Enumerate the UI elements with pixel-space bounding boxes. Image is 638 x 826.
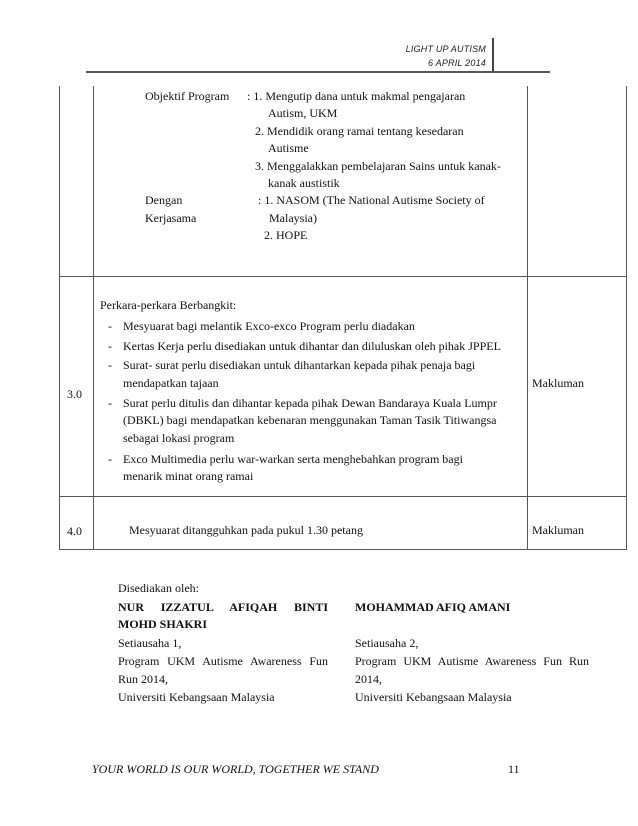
objektif-item-2-cont: Autisme bbox=[268, 141, 309, 155]
row3-item-1: Mesyuarat bagi melantik Exco-exco Program perlu diadakan bbox=[123, 319, 415, 333]
right-name: MOHAMMAD AFIQ AMANI bbox=[355, 600, 511, 614]
prepared-by-label: Disediakan oleh: bbox=[118, 581, 199, 595]
row3-item-3-cont: mendapatkan tajaan bbox=[123, 376, 219, 390]
table-col-divider-1 bbox=[93, 86, 94, 549]
objektif-item-2: 2. Mendidik orang ramai tentang kesedaran bbox=[255, 124, 464, 138]
right-role: Setiausaha 2, bbox=[355, 636, 419, 650]
dash-1: - bbox=[108, 319, 112, 333]
kerjasama-label-1: Dengan bbox=[145, 193, 183, 207]
objektif-item-1: : 1. Mengutip dana untuk makmal pengajaran bbox=[247, 89, 466, 103]
row-number-3: 3.0 bbox=[67, 387, 82, 401]
left-program-line2: Run 2014, bbox=[118, 672, 169, 686]
left-name-line1: NUR IZZATUL AFIQAH BINTI bbox=[118, 600, 328, 614]
objektif-item-3-cont: kanak austistik bbox=[268, 176, 340, 190]
header-title: LIGHT UP AUTISM bbox=[405, 44, 486, 54]
row3-item-3: Surat- surat perlu disediakan untuk dihantarkan kepada pihak penaja bagi bbox=[123, 358, 476, 372]
row4-status: Makluman bbox=[532, 523, 584, 537]
left-role: Setiausaha 1, bbox=[118, 636, 182, 650]
header-date: 6 APRIL 2014 bbox=[428, 58, 486, 68]
kerjasama-item-2: 2. HOPE bbox=[264, 228, 308, 242]
left-program-line1: Program UKM Autisme Awareness Fun bbox=[118, 654, 328, 668]
table-col-divider-2 bbox=[527, 86, 528, 549]
dash-3: - bbox=[108, 358, 112, 372]
dash-4: - bbox=[108, 396, 112, 410]
objektif-label: Objektif Program bbox=[145, 89, 230, 103]
kerjasama-item-1: : 1. NASOM (The National Autisme Society of bbox=[258, 193, 485, 207]
table-row-divider-2 bbox=[60, 496, 626, 497]
right-program-line2: 2014, bbox=[355, 672, 382, 686]
header-divider bbox=[492, 38, 494, 72]
right-university: Universiti Kebangsaan Malaysia bbox=[355, 690, 512, 704]
row-number-4: 4.0 bbox=[67, 524, 82, 538]
row3-item-2: Kertas Kerja perlu disediakan untuk dihantar dan diluluskan oleh pihak JPPEL bbox=[123, 339, 501, 353]
row3-item-5-cont: menarik minat orang ramai bbox=[123, 469, 254, 483]
row3-heading: Perkara-perkara Berbangkit: bbox=[100, 298, 237, 312]
dash-2: - bbox=[108, 339, 112, 353]
dash-5: - bbox=[108, 452, 112, 466]
right-program-line1: Program UKM Autisme Awareness Fun Run bbox=[355, 654, 589, 668]
row3-item-4: Surat perlu ditulis dan dihantar kepada pihak Dewan Bandaraya Kuala Lumpr bbox=[123, 396, 497, 410]
header-rule bbox=[86, 71, 550, 73]
kerjasama-item-1-cont: Malaysia) bbox=[269, 211, 317, 225]
kerjasama-label-2: Kerjasama bbox=[145, 211, 197, 225]
objektif-item-1-cont: Autism, UKM bbox=[268, 106, 338, 120]
running-header bbox=[406, 42, 486, 70]
left-university: Universiti Kebangsaan Malaysia bbox=[118, 690, 275, 704]
row3-item-4-cont: (DBKL) bagi mendapatkan kebenaran menggunakan Taman Tasik Titiwangsa bbox=[123, 413, 497, 427]
minutes-table bbox=[59, 86, 627, 550]
table-row-divider-1 bbox=[60, 276, 626, 277]
left-name-line2: MOHD SHAKRI bbox=[118, 617, 208, 631]
row3-item-5: Exco Multimedia perlu war-warkan serta menghebahkan program bagi bbox=[123, 452, 463, 466]
objektif-item-3: 3. Menggalakkan pembelajaran Sains untuk kanak- bbox=[255, 159, 501, 173]
footer-slogan: YOUR WORLD IS OUR WORLD, TOGETHER WE STAND bbox=[92, 762, 379, 776]
page-number: 11 bbox=[508, 762, 520, 776]
row3-status: Makluman bbox=[532, 376, 584, 390]
row4-text: Mesyuarat ditangguhkan pada pukul 1.30 petang bbox=[129, 523, 363, 537]
row3-item-4-cont2: sebagai lokasi program bbox=[123, 431, 235, 445]
